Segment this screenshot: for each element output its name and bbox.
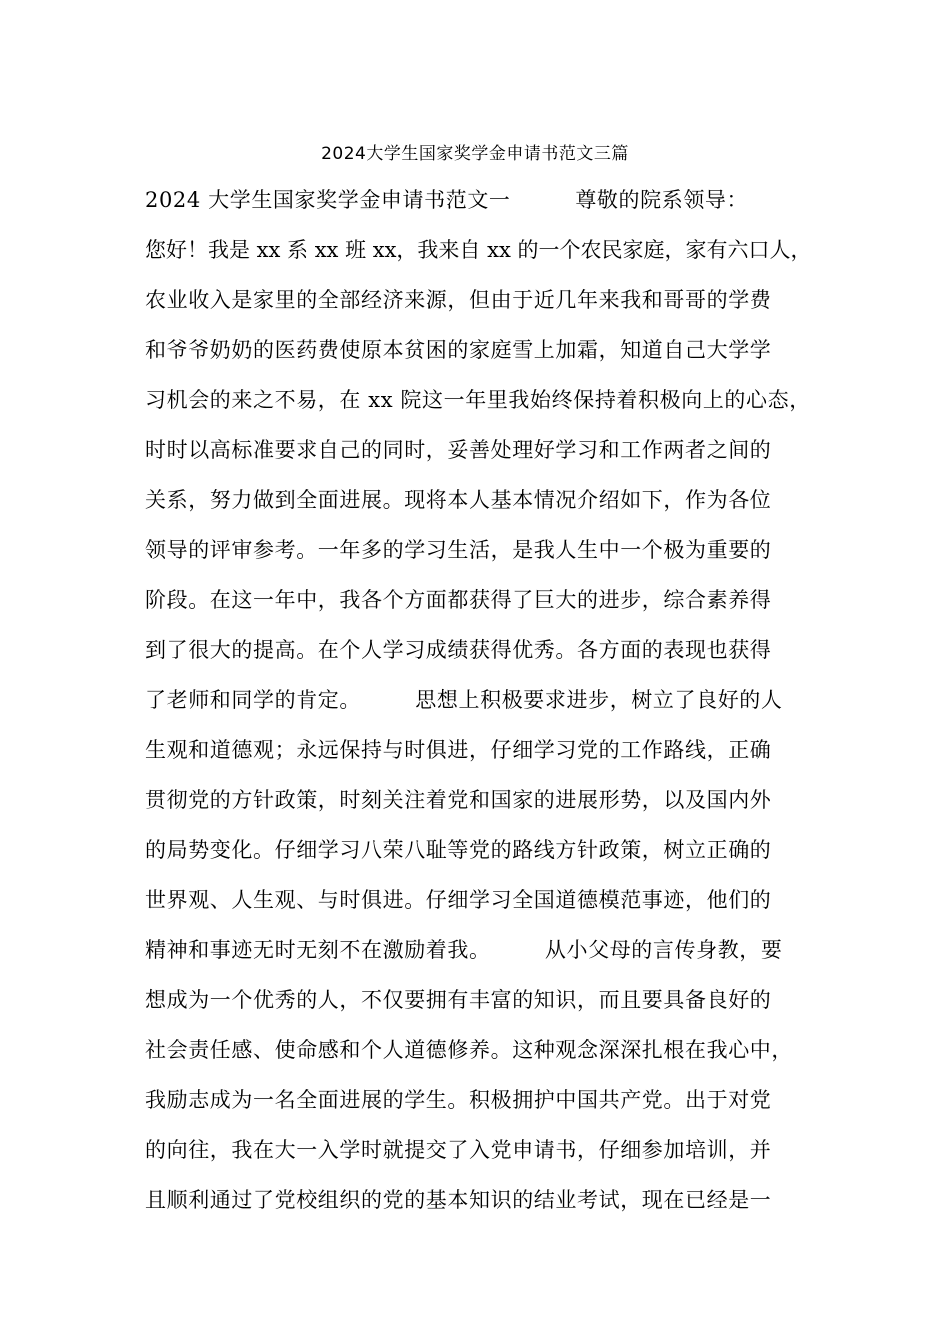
body-line-7: 关系，努力做到全面进展。现将本人基本情况介绍如下，作为各位 (145, 488, 772, 512)
body-line-17: 想成为一个优秀的人，不仅要拥有丰富的知识，而且要具备良好的 (145, 988, 772, 1012)
body-line-5: 习机会的来之不易，在 xx 院这一年里我始终保持着积极向上的心态， (145, 388, 811, 412)
body-line-16: 精神和事迹无时无刻不在激励着我。 从小父母的言传身教，要 (145, 938, 783, 962)
body-line-1: 2024 大学生国家奖学金申请书范文一 尊敬的院系领导： (145, 188, 749, 212)
body-line-9: 阶段。在这一年中，我各个方面都获得了巨大的进步，综合素养得 (145, 588, 772, 612)
body-line-14: 的局势变化。仔细学习八荣八耻等党的路线方针政策，树立正确的 (145, 838, 772, 862)
body-line-6: 时时以高标准要求自己的同时，妥善处理好学习和工作两者之间的 (145, 438, 772, 462)
body-line-11: 了老师和同学的肯定。 思想上积极要求进步，树立了良好的人 (145, 688, 783, 712)
body-line-19: 我励志成为一名全面进展的学生。积极拥护中国共产党。出于对党 (145, 1088, 772, 1112)
document-title: 2024大学生国家奖学金申请书范文三篇 (321, 144, 629, 164)
body-line-12: 生观和道德观；永远保持与时俱进，仔细学习党的工作路线，正确 (145, 738, 772, 762)
body-line-3: 农业收入是家里的全部经济来源，但由于近几年来我和哥哥的学费 (145, 288, 772, 312)
body-line-18: 社会责任感、使命感和个人道德修养。这种观念深深扎根在我心中， (145, 1038, 793, 1062)
body-line-8: 领导的评审参考。一年多的学习生活，是我人生中一个极为重要的 (145, 538, 772, 562)
body-line-13: 贯彻党的方针政策，时刻关注着党和国家的进展形势，以及国内外 (145, 788, 772, 812)
body-line-2: 您好！我是 xx 系 xx 班 xx，我来自 xx 的一个农民家庭，家有六口人， (145, 238, 812, 262)
body-line-4: 和爷爷奶奶的医药费使原本贫困的家庭雪上加霜，知道自己大学学 (145, 338, 772, 362)
body-line-20: 的向往，我在大一入学时就提交了入党申请书，仔细参加培训，并 (145, 1138, 772, 1162)
body-line-10: 到了很大的提高。在个人学习成绩获得优秀。各方面的表现也获得 (145, 638, 772, 662)
body-line-15: 世界观、人生观、与时俱进。仔细学习全国道德模范事迹，他们的 (145, 888, 772, 912)
body-line-21: 且顺利通过了党校组织的党的基本知识的结业考试，现在已经是一 (145, 1188, 772, 1212)
